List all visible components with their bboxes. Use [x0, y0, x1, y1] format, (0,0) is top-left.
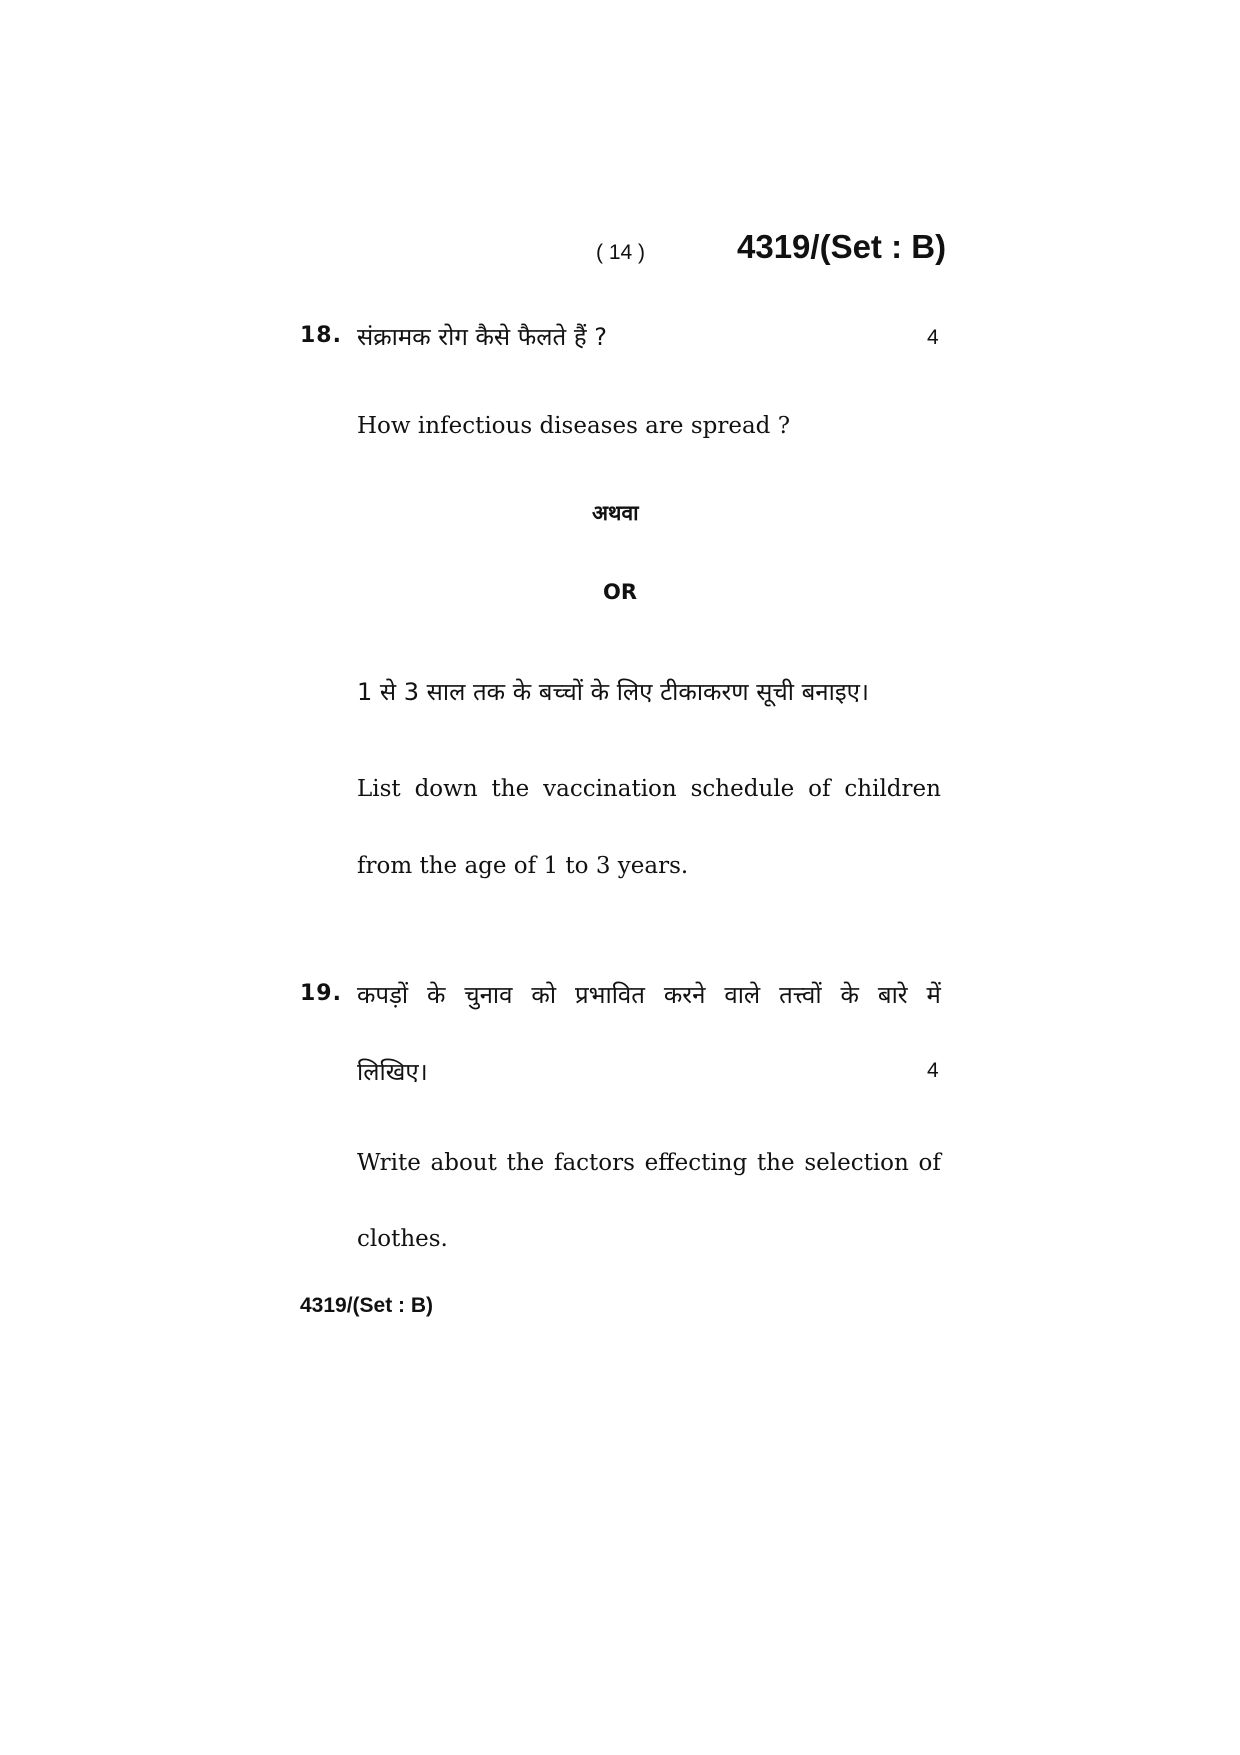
word: करने: [663, 981, 706, 1009]
word: तत्त्वों: [779, 981, 822, 1009]
word: selection: [804, 1150, 909, 1176]
word: List: [357, 776, 401, 802]
page-number: ( 14 ): [596, 241, 646, 264]
word: factors: [553, 1150, 635, 1176]
word: चुनाव: [464, 981, 513, 1009]
question-18-number: 18.: [300, 323, 342, 348]
word: वाले: [724, 981, 761, 1009]
word: of: [808, 776, 831, 802]
question-19-marks: 4: [927, 1059, 939, 1082]
word: कपड़ों: [357, 981, 409, 1009]
paper-code-footer: 4319/(Set : B): [300, 1294, 434, 1317]
paper-code-header: 4319/(Set : B): [737, 228, 947, 265]
question-18-alt-english-line-2: from the age of 1 to 3 years.: [357, 853, 689, 879]
question-19-number: 19.: [300, 981, 342, 1006]
word: effecting: [644, 1150, 748, 1176]
or-hindi: अथवा: [592, 501, 639, 525]
word: the: [491, 776, 530, 802]
word: down: [414, 776, 478, 802]
word: के: [427, 981, 446, 1009]
question-19-english-line-2: clothes.: [357, 1226, 448, 1252]
word: में: [926, 981, 941, 1009]
question-19-english-line-1: [357, 1150, 941, 1176]
word: प्रभावित: [574, 981, 645, 1009]
question-19-hindi-line-2: लिखिए।: [357, 1058, 428, 1086]
question-19-hindi-line-1: [357, 978, 941, 1011]
word: children: [844, 776, 941, 802]
word: के: [840, 981, 859, 1009]
question-18-english: How infectious diseases are spread ?: [357, 413, 791, 439]
question-18-marks: 4: [927, 326, 939, 349]
word: बारे: [877, 981, 908, 1009]
question-18-hindi: संक्रामक रोग कैसे फैलते हैं ?: [357, 323, 607, 351]
question-18-alt-english-line-1: [357, 776, 941, 802]
word: को: [531, 981, 557, 1009]
word: Write: [357, 1150, 421, 1176]
word: about: [430, 1150, 497, 1176]
word: schedule: [690, 776, 795, 802]
word: of: [918, 1150, 941, 1176]
word: vaccination: [543, 776, 677, 802]
word: the: [756, 1150, 795, 1176]
question-18-alt-hindi: 1 से 3 साल तक के बच्चों के लिए टीकाकरण सूची बनाइए।: [357, 678, 869, 706]
word: the: [506, 1150, 545, 1176]
or-english: OR: [603, 580, 638, 604]
